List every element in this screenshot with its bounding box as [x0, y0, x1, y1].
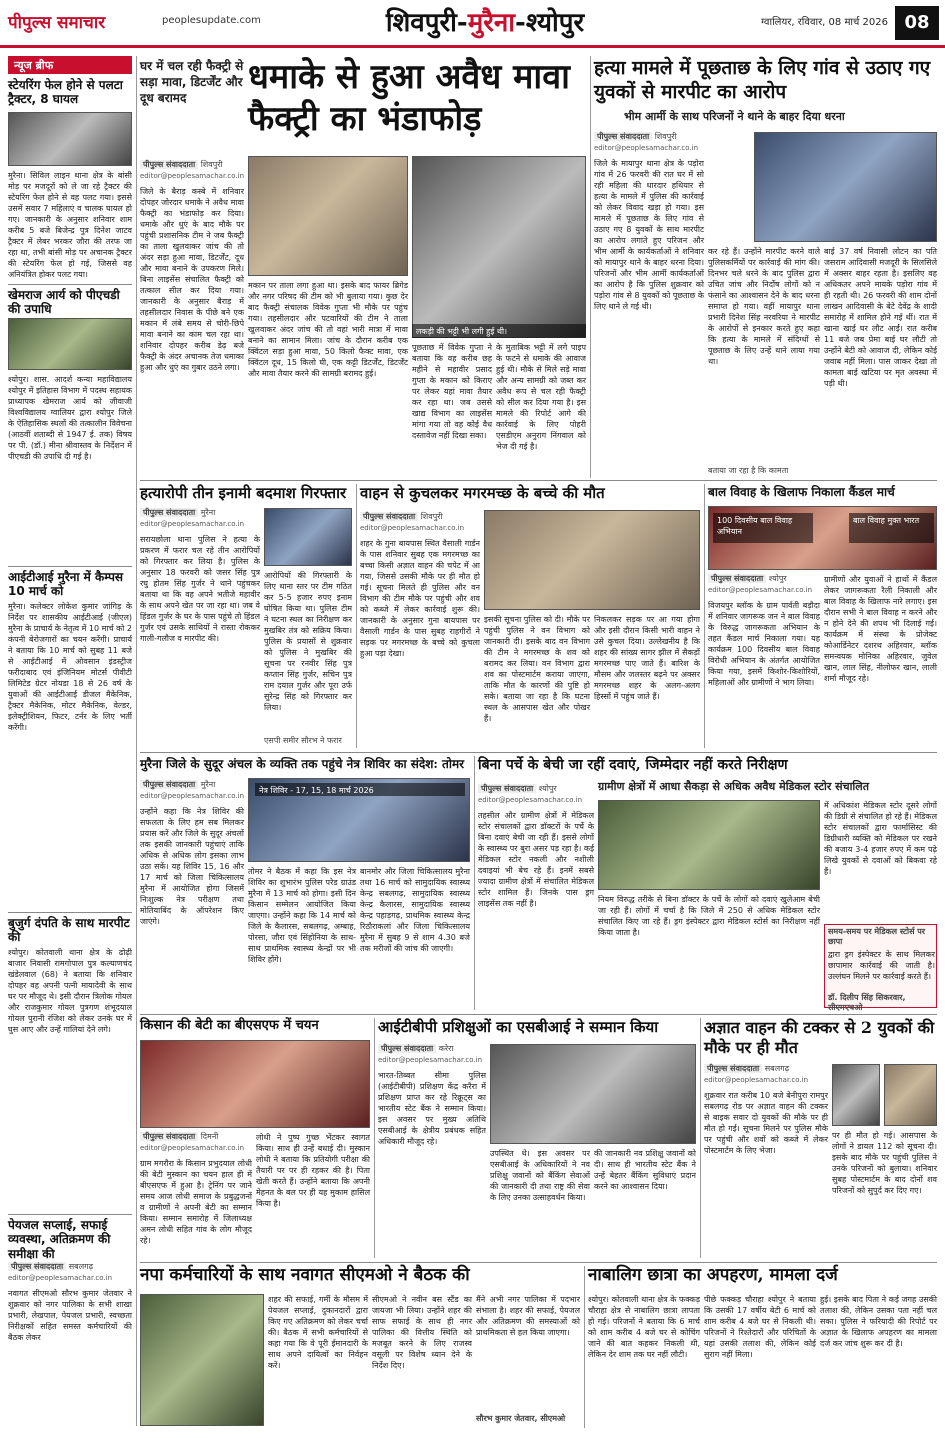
byline-place: करेरा [438, 1044, 454, 1053]
brief-photo-1 [8, 112, 132, 166]
byline-place: सबलगढ़ [68, 1262, 94, 1271]
lead-body-1: जिले के बैराड़ कस्बे में शनिवार दोपहर जोरदार धमाके ने अवैध मावा फैक्ट्री का भंडाफोड़ कर दिया। धमाके और धुएं के बाद मौके पर पहुंची प्रशासनिक टीम ने जब फैक्ट्री का ताला खुलवाकर जांच की तो अंदर सड़ा हुआ मावा, डिटर्जेंट, दूध और मावा बनाने के उपकरण मिले। बिना लाइसेंस संचालित फैक्ट्री को तत्काल सील कर दिया गया। जानकारी के अनुसार बैराड़ में तहसीलदार निवास के पीछे बने एक मकान में लंबे समय से चोरी-छिपे मावा बनाने का काम चल रहा था। शनिवार दोपहर करीब डेढ़ बजे फैक्ट्री के अंदर अचानक तेज धमाका हुआ और धुएं का गुबार उठने लगा। [140, 187, 244, 372]
itbp-headline: आईटीबीपी प्रशिक्षुओं का एसबीआई ने सम्मान किया [378, 1018, 659, 1036]
murder-arrest-body-1: सरायछोला थाना पुलिस ने हत्या के प्रकरण में फरार चल रहे तीन आरोपियों को गिरफ्तार कर लिया है। पुलिस के अनुसार 18 फरवरी को जसर सिंह पुत्र रघु होतम सिंह गुर्जर ने थाने पहुंचकर बताया था कि वह अपने भतीजे महावीर के साथ अपने खेत पर जा रहा था। जब वे हिंडल गुर्जर के घर के पास पहुंचे तो हिंडल गुर्जर एवं उसके साथियों ने रास्ता रोककर गाली-गलौज व मारपीट की। [140, 535, 260, 643]
brief-photo-2 [8, 318, 132, 370]
eye-camp-photo [248, 778, 470, 862]
crocodile-story [360, 484, 700, 748]
accident-body-2: पर ही मौत हो गई। आसपास के लोगों ने डायल 112 को सूचना दी। इसके बाद मौके पर पहुंची पुलिस ने उनके परिजनों को बुलाया। शनिवार सुबह पोस्टमार्टम के बाद दोनों शव परिजनों को सुपुर्द कर दिए गए। [832, 1131, 937, 1195]
byline-place: शिवपुरी [654, 132, 677, 141]
column-divider [704, 484, 705, 748]
crocodile-photo [484, 510, 700, 610]
lead-body-3: पूछताछ में विवेक गुप्ता ने बताया कि वह करीब छह महीने से महावीर प्रसाद गुप्ता के मकान को किराए पर लेकर यहां मावा तैयार कर रहा था। जब उससे खाद्य विभाग का लाइसेंस मांगा गया तो वह कोई वैध दस्तावेज नहीं दिखा सका। [412, 343, 492, 440]
crocodile-body-2: इसकी सूचना पुलिस को दी। मौके पर पहुंची पुलिस ने वन विभाग को जानकारी दी। इसके बाद वन विभाग की टीम ने मगरमच्छ के शव को बरामद कर लिया। वन विभाग द्वारा शव का पोस्टमार्टम कराया जाएगा, ताकि मौत के कारणों की पुष्टि हो सके। बताया जा रहा है कि घटना स्थल के आसपास खेत और पोखर हैं। [484, 615, 590, 723]
byline-tag: पीपुल्स संवाददाता [478, 784, 536, 793]
murder-arrest-email[interactable]: editor@peoplesamachar.co.in [140, 520, 245, 528]
dateline: ग्वालियर, रविवार, 08 मार्च 2026 [761, 17, 888, 28]
brief-body-2: श्योपुर। शास. आदर्श कन्या महाविद्यालय श्योपुर में इतिहास विभाग में पदस्थ सहायक प्राध्यापक खेमराज आर्य को जीवाजी विश्वविद्यालय ग्वालियर द्वारा श्योपुर जिले के ऐतिहासिक स्थलों की तत्कालीन विवेचना (आठवीं शताब्दी से 1947 ई. तक) विषय पर पी. (डॉ.) मीना श्रीवास्तव के निर्देशन में पीएचडी की उपाधि दी गई है। [8, 375, 132, 461]
section-divider [140, 752, 937, 753]
eye-camp-body-3: बानमोर और जिला चिकित्सालय मुरैना तथा 16 मार्च को सामुदायिक स्वास्थ्य केन्द्र सबलगढ़, सामुदायिक स्वास्थ्य केन्द्र कैलारस, सामुदायिक स्वास्थ्य केन्द्र पहाड़गढ़, प्राथमिक स्वास्थ्य केन्द्र रिठौराकलां और जिला चिकित्सालय मुरैना में सुबह 9 से शाम 4.30 बजे तक मरीजों की जांच की जाएगी। [360, 867, 470, 953]
brief-body-1: मुरैना। सिविल लाइन थाना क्षेत्र के बांसी मोड़ पर मजदूरों को ले जा रहे ट्रैक्टर की स्टेयरिंग फेल होने से वह पलट गया। इससे उसमें सवार 7 महिलाएं व चालक घायल हो गए। जानकारी के अनुसार शनिवार शाम करीब 5 बजे बिजेन्द्र पुत्र दिनेश जाटव ट्रैक्टर में लेबर भरकर जौरा की तरफ जा रहा था, तभी बांसी मोड़ पर अचानक ट्रैक्टर की स्टेयरिंग फेल हो गई, जिससे वह अनियंत्रित होकर पलट गया। [8, 171, 132, 279]
accident-headline: अज्ञात वाहन की टक्कर से 2 युवकों की मौके पर ही मौत [704, 1018, 935, 1057]
brief-headline-2: खेमराज आर्य को पीएचडी की उपाधि [8, 284, 132, 316]
medicines-callout [824, 924, 937, 1012]
lead-story [140, 56, 586, 478]
lead-photo-caption: लकड़ी की भट्टी भी लगी हुई थी। [412, 324, 586, 338]
callout-title: समय-समय पर मेडिकल स्टोर्स पर छापा [828, 927, 926, 946]
murder-arrest-photo [264, 508, 352, 566]
medicines-photo [598, 800, 820, 890]
medicines-body-1: तहसील और ग्रामीण क्षेत्रों में मेडिकल स्टोर संचालकों द्वारा डॉक्टरों के पर्चे के बिना दवाएं बेची जा रही हैं। इससे लोगों के स्वास्थ्य पर बुरा असर पड़ रहा है। कई मेडिकल स्टोर नकली और नशीली दवाइयां भी बेच रहे हैं। इनमें सबसे ज्यादा ग्रामीण क्षेत्रों में संचालित मेडिकल स्टोर शामिल हैं। जिनके पास ड्रग लाइसेंस तक नहीं है। [478, 811, 594, 908]
top-right-email[interactable]: editor@peoplesamachar.co.in [594, 144, 699, 152]
edition-left: शिवपुरी- [385, 8, 468, 38]
lead-byline [140, 160, 244, 171]
accident-email[interactable]: editor@peoplesamachar.co.in [704, 1076, 809, 1084]
brief-headline-3: आईटीआई मुरैना में कैम्पस 10 मार्च को [8, 566, 132, 598]
bsf-photo [140, 1040, 370, 1128]
murder-arrest-story [140, 484, 352, 748]
accident-story [704, 1018, 937, 1258]
murder-arrest-signoff: एसपी समीर सौरभ ने फरार [264, 736, 342, 745]
byline-tag: पीपुल्स संवाददाता [140, 508, 198, 517]
accident-body-1: शुक्रवार रात करीब 10 बजे बेनीपुरा रामपुर सबलगढ़ रोड पर अज्ञात वाहन की टक्कर से बाइक सवार दो युवकों की मौके पर ही मौत हो गई। सूचना मिलने पर पुलिस मौके पर पहुंची और शवों को कब्जे में लेकर पोस्टमार्टम के लिए भेजा। [704, 1091, 828, 1155]
medicines-headline: बिना पर्चे के बेची जा रहीं दवाएं, जिम्मेदार नहीं करते निरीक्षण [478, 757, 788, 773]
medicines-subhead: ग्रामीण क्षेत्रों में आधा सैकड़ा से अधिक अवैध मेडिकल स्टोर संचालित [598, 780, 870, 793]
cmo-meeting-photo [140, 1294, 264, 1426]
murder-arrest-byline [140, 508, 260, 519]
lead-body-4: के मुताबिक भट्टी में लगे पाइप के फटने से धमाके की आवाज हुई थी। मौके से मिले सड़े मावा और अन्य सामग्री को जब्त कर अवैध रूप से चल रही फैक्ट्री को सील कर दिया गया है। इस मामले की रिपोर्ट आगे की कार्रवाई के लिए पोहरी एसडीएम अनुराग निंगवाल को भेज दी गई है। [496, 343, 586, 451]
edition-mid: मुरैना [467, 8, 516, 38]
column-divider [590, 56, 591, 478]
cmo-meeting-body-3: मैंने अभी नगर पालिका में पदभार संभाला है। शहर की सफाई, पेयजल और अतिक्रमण की समस्याओं को प्राथमिकता से हल किया जाएगा। [476, 1295, 580, 1337]
eye-camp-byline [140, 780, 244, 791]
byline-tag: पीपुल्स संवाददाता [708, 574, 766, 583]
itbp-body-2: उपस्थित थे। इस अवसर पर एसबीआई के अधिकारियों ने नव प्रशिक्षु जवानों को बैंकिंग सेवाओं की जानकारी दी तथा राष्ट्र की सेवा के लिए उनका उत्साहवर्धन किया। [490, 1149, 590, 1202]
column-divider [136, 56, 137, 1426]
top-right-caption: बताया जा रहा है कि कामता [708, 466, 789, 475]
eye-camp-story [140, 756, 470, 1010]
section-divider [140, 1262, 937, 1263]
top-right-photo [754, 132, 937, 242]
medicines-body-2: नियम विरुद्ध तरीके से बिना डॉक्टर के पर्चे के लोगों को दवाएं खुलेआम बेची जा रही हैं। लोगों में चर्चा है कि जिले में 250 से अधिक मेडिकल स्टोर संचालित किए जा रहे हैं। ड्रग इंस्पेक्टर द्वारा मेडिकल स्टोर्स का निरीक्षण नहीं किया जाता है। [598, 895, 820, 937]
newspaper-logo: पीपुल्स समाचार [8, 13, 106, 33]
brief-body-3: मुरैना। कलेक्टर लोकेश कुमार जांगिड़ के निर्देश पर शासकीय आईटीआई (जीएल) मुरैना के प्राचार्य के नेतृत्व में 10 मार्च को 2 कंपनी बेरोजगारों का चयन करेंगी। प्राचार्य ने बताया कि 10 मार्च को सुबह 11 बजे से आईटीआई में ओवसान इंडस्ट्रीज फरीदाबाद एवं इंजिनियम मोटर्स पीवीटी लिमिटेड ग्रेटर नोयडा 18 से 26 वर्ष के युवाओं की आईटीआई डीजल मैकेनिक, ट्रैक्टर मैकेनिक, मोटर मैकेनिक, वेल्डर, इलेक्ट्रीशियन, फिटर, टर्नर के लिए भर्ती करेंगी। [8, 602, 132, 732]
byline-tag: पीपुल्स संवाददाता [594, 132, 652, 141]
crocodile-body-3: निकलकर सड़क पर आ गया होगा और इसी दौरान किसी भारी वाहन ने उसे कुचल दिया। उल्लेखनीय है कि शहर की सांख्य सागर झील में सैकड़ों मगरमच्छ पाए जाते हैं। बारिश के मौसम और जलस्तर बढ़ने पर अक्सर मगरमच्छ शहर के अलग-अलग हिस्सों में पहुंच जाते हैं। [594, 615, 700, 701]
byline-place: मुरैना [200, 508, 216, 517]
eye-camp-body-2: तोमर ने बैठक में कहा कि इस नेत्र शिविर का शुभारंभ पुलिस परेड ग्राउंड मुरैना में 13 मार्च को होगा। इसी दिन किसान सम्मेलन आयोजित किया जाएगा। उन्होंने कहा कि 14 मार्च को जिले के कैलारस, सबलगढ़, अम्बाह, पोरसा, जौरा एवं सिंहोनिया के साथ-साथ प्राथमिक स्वास्थ्य केन्द्रों पर भी शिविर होंगे। [248, 867, 356, 964]
byline-place: मुरैना [200, 780, 216, 789]
crocodile-email[interactable]: editor@peoplesamachar.co.in [360, 524, 465, 532]
top-right-deck: भीम आर्मी के साथ परिजनों ने थाने के बाहर दिया धरना [624, 110, 845, 123]
brief-body-5: नवागत सीएमओ सौरभ कुमार जेतवार ने शुक्रवार को नगर पालिका के सभी शाखा प्रभारी, लेखपाल, पेयजल प्रभारी, स्वच्छता निरीक्षकों सहित समस्त कर्मचारियों की बैठक लेकर [8, 1289, 132, 1342]
byline-place: श्योपुर [768, 574, 787, 583]
lead-body-2: मकान पर ताला लगा हुआ था। इसके बाद फायर ब्रिगेड और नगर परिषद की टीम को भी बुलाया गया। कुछ देर बाद फैक्ट्री संचालक विवेक गुप्ता भी मौके पर पहुंच गया। तहसीलदार और पटवारियों की टीम ने ताला खुलवाकर अंदर जांच की तो वहां भारी मात्रा में मावा बनाने का सामान मिला। जांच के दौरान करीब एक क्विंटल सड़ा हुआ मावा, 50 किलो फैक्ट मावा, एक क्विंटल दूध, 15 किलो घी, एक कट्टी डिटर्जेंट, डिटर्जेंट और मावा तैयार करने की सामग्री बरामद हुई। [248, 281, 408, 378]
brief-body-4: श्योपुर। कोतवाली थाना क्षेत्र के ढोढ़ी बाजार निवासी रामगोपाल पुत्र कल्याणचंद खंडेलवाल (68) ने बताया कि शनिवार दोपहर वह अपनी पत्नी मायादेवी के साथ घर पर मौजूद थे। इसी दौरान त्रिलोक गोयल और राजकुमार गोयल पुत्रगण शंभूदयाल गोयल पुरानी रंजिश को लेकर उनके घर में घुस आए और उन्हें गालियां देने लगे। [8, 948, 132, 1034]
section-divider [140, 480, 937, 481]
brief-byline-5 [8, 1262, 132, 1273]
top-right-byline [594, 132, 744, 143]
cmo-meeting-body-1: शहर की सफाई, गर्मी के मौसम में पेयजल सप्लाई, दुकानदारों द्वारा किए गए अतिक्रमण को लेकर चर्चा की। बैठक में सभी कर्मचारियों से कहा गया कि वे पूरी ईमानदारी के साथ अपने दायित्वों का निर्वहन करें। [268, 1295, 368, 1370]
cmo-meeting-story [140, 1266, 580, 1428]
byline-place: श्योपुर [538, 784, 557, 793]
child-marriage-body-2: ग्रामीणों और युवाओं ने हाथों में कैंडल लेकर जागरूकता रैली निकाली और बाल विवाह के खिलाफ नारे लगाए। इस दौरान सभी ने बाल विवाह न करने और न होने देने की शपथ भी दिलाई गई। कार्यक्रम में संस्था के प्रोजेक्ट कोआर्डिनेटर दशरथ अहिरवार, ब्लॉक समन्वयक मोनिका अहिरवार, जुवेल खान, लाल सिंह, नीलोफर खान, लाली शर्मा मौजूद रहे। [824, 575, 937, 683]
masthead [0, 0, 945, 48]
bsf-story [140, 1018, 370, 1258]
lead-email[interactable]: editor@peoplesamachar.co.in [140, 172, 245, 180]
brief-headline-4: बुजुर्ग दंपति के साथ मारपीट की [8, 912, 132, 944]
byline-tag: पीपुल्स संवाददाता [140, 1132, 198, 1141]
itbp-story [378, 1018, 696, 1258]
eye-camp-photo-banner: नेत्र शिविर - 17, 15, 18 मार्च 2026 [255, 783, 465, 796]
website-url[interactable]: peoplesupdate.com [162, 15, 261, 26]
column-divider [700, 1018, 701, 1258]
top-right-body-3: बाई 37 वर्ष निवासी लोटन का पति जसराम आदिवासी मजदूरी के सिलसिले में अक्सर बाहर रहता है। इसलिए वह अधिकतर अपने मायके पड़ोरा गांव में ही रहती थी। 26 फरवरी की शाम दोनों लाखन आदिवासी के बेटे देवेंद्र के शादी समारोह में शामिल होने गई थीं। रात में खाना खाई घर लौट आईं। रात करीब 11 बजे जब प्रेमा बाई घर लौटी तो उन्होंने बेटी को आवाज दी, लेकिन कोई जवाब नहीं मिला। पास जाकर देखा तो कामता बाई खटिया पर मृत अवस्था में पड़ी थी। [824, 247, 937, 388]
accident-victim-photo-2 [884, 1064, 937, 1126]
child-marriage-story [708, 484, 937, 748]
bsf-body-1: ग्राम मगरौरा के किसान प्रभुदयाल लोधी की बेटी मुस्कान का चयन हाल ही में बीएसएफ में हुआ है। ट्रेनिंग पर जाने समय आज लोधी समाज के प्रबुद्धजनों व ग्रामीणों ने अपनी बेटी का सम्मान किया। सम्मान समारोह में जिलाध्यक्ष अमन लोधी सहित गांव के लोग मौजूद रहे। [140, 1159, 252, 1245]
news-brief-column [8, 56, 132, 1426]
photo-banner-left: 100 दिवसीय बाल विवाह अभियान [713, 513, 813, 543]
byline-tag: पीपुल्स संवाददाता [360, 512, 418, 521]
child-marriage-email[interactable]: editor@peoplesamachar.co.in [708, 586, 813, 594]
kidnap-body-3: हुई। इसके बाद पिता ने कई जगह उसकी तलाश की, लेकिन उसका पता नहीं चल सका। पुलिस ने फरियादी की रिपोर्ट पर अज्ञात के खिलाफ अपहरण का मामला दर्ज कर जांच शुरू कर दी है। [820, 1295, 937, 1348]
kidnap-story [588, 1266, 937, 1428]
section-divider [140, 1014, 937, 1015]
medicines-byline [478, 784, 594, 795]
medicines-email[interactable]: editor@peoplesamachar.co.in [478, 796, 583, 804]
byline-place: सबलगढ़ [764, 1064, 790, 1073]
child-marriage-body-1: विजयपुर ब्लॉक के ग्राम पार्वती बड़ौदा में शनिवार जागरूक जन ने बाल विवाह के विरुद्ध जागरूकता अभियान के तहत कैंडल मार्च निकाला गया। यह कार्यक्रम 100 दिवसीय बाल विवाह विरोधी अभियान के अंतर्गत आयोजित किया गया, इसमें किशोर-किशोरियों, महिलाओं और ग्रामीणों ने भाग लिया। [708, 601, 820, 687]
edition-title [330, 3, 640, 43]
cmo-meeting-headline: नपा कर्मचारियों के साथ नवागत सीएमओ ने बैठक की [140, 1265, 470, 1285]
brief-headline-1: स्टेयरिंग फेल होने से पलटा ट्रैक्टर, 8 घायल [8, 78, 123, 107]
murder-arrest-body-2: आरोपियों की गिरफ्तारी के लिए थाना स्तर पर टीम गठित कर 5-5 हजार रुपए इनाम घोषित किया था। पुलिस टीम ने घटना स्थल का निरीक्षण कर मुखबिर तंत्र को सक्रिय किया। पुलिस के प्रयासों से शुक्रवार को पुलिस ने मुखबिर की सूचना पर रनवीर सिंह पुत्र कप्तान सिंह गुर्जर, सचिन पुत्र राम दयाल गुर्जर और पूरा उर्फ सुरेन्द्र सिंह को गिरफ्तार कर लिया। [264, 571, 352, 712]
lead-photo-2 [412, 156, 586, 338]
byline-place: शिवपुरी [420, 512, 443, 521]
kidnap-body-1: श्योपुर। कोतवाली थाना क्षेत्र के फक्कड़ चौराहा क्षेत्र से नाबालिग छात्रा लापता हो गई। परिजनों ने बताया कि 6 मार्च को शाम करीब 4 बजे घर से कोचिंग जाने की बात कहकर निकली थी, लेकिन देर शाम तक घर नहीं लौटी। [588, 1295, 700, 1359]
itbp-byline [378, 1044, 486, 1055]
bsf-byline [140, 1132, 252, 1143]
edition-right: -श्योपुर [515, 8, 585, 38]
byline-tag: पीपुल्स संवाददाता [704, 1064, 762, 1073]
kidnap-body-2: पीछे फक्कड़ चौराहा श्योपुर ने बताया कि उसकी 17 वर्षीय बेटी 6 मार्च को शाम करीब 4 बजे घर से निकली थी। परिजनों ने रिश्तेदारों और परिचितों के यहां उसकी तलाश की, लेकिन कोई सुराग नहीं मिला। [704, 1295, 816, 1359]
child-marriage-photo [708, 506, 937, 570]
medicines-story [478, 756, 937, 1010]
child-marriage-byline [708, 574, 820, 585]
itbp-email[interactable]: editor@peoplesamachar.co.in [378, 1056, 483, 1064]
top-right-headline: हत्या मामले में पूछताछ के लिए गांव से उठाए गए युवकों से मारपीट का आरोप [594, 57, 931, 103]
medicines-body-3: में अधिकांश मेडिकल स्टोर दूसरे लोगों की डिग्री से संचालित हो रहे हैं। मेडिकल स्टोर संचालकों द्वारा फार्मासिस्ट की डिग्रीधारी व्यक्ति को मेडिकल पर रखने की बजाय 3-4 हजार रुपए में कम पढ़े लिखे युवकों से दवाओं को बिकवा रहे हैं। [824, 801, 937, 876]
page-number: 08 [895, 6, 939, 40]
accident-byline [704, 1064, 828, 1075]
lead-headline: धमाके से हुआ अवैध मावा फैक्ट्री का भंडाफोड़ [248, 57, 570, 139]
byline-place: शिवपुरी [200, 160, 223, 169]
brief-email-5[interactable]: editor@peoplesamachar.co.in [8, 1274, 113, 1282]
eye-camp-headline: मुरैना जिले के सुदूर अंचल के व्यक्ति तक पहुंचे नेत्र शिविर का संदेश: तोमर [140, 757, 465, 771]
column-divider [474, 756, 475, 1010]
callout-sign: डॉ. दिलीप सिंह सिकरवार, सीएमएचओ [828, 993, 906, 1012]
column-divider [374, 1018, 375, 1258]
bsf-body-2: लोधी ने पुष्प गुच्छ भेंटकर स्वागत किया। साथ ही उन्हें बधाई दी। मुस्कान लोधी ने बताया कि प्रतियोगी परीक्षा की तैयारी पर पर ही रहकर की है। पिता खेती करते हैं। उन्होंने बताया कि अपनी मेहनत के बल पर ही यह मुकाम हासिल किया है। [256, 1133, 370, 1208]
cmo-meeting-body-2: सीएमओ ने नवीन बस स्टैंड का जायजा भी लिया। उन्होंने शहर की साफ सफाई के साथ ही नगर पालिका की वित्तीय स्थिति को मजबूत करने के लिए राजस्व वसूली पर विशेष ध्यान देने के निर्देश दिए। [372, 1295, 472, 1370]
footer-strip [0, 1430, 945, 1445]
column-divider [356, 484, 357, 748]
child-marriage-headline: बाल विवाह के खिलाफ निकाला कैंडल मार्च [708, 485, 895, 499]
itbp-photo [490, 1044, 696, 1144]
news-brief-kicker: न्यूज ब्रीफ [8, 56, 132, 74]
top-right-story [594, 56, 937, 478]
column-divider [584, 1266, 585, 1428]
byline-tag: पीपुल्स संवाददाता [140, 780, 198, 789]
lead-photo-1 [248, 156, 408, 276]
lead-deck: घर में चल रही फैक्ट्री से सड़ा मावा, डिटर्जेंट और दूध बरामद [140, 59, 244, 105]
crocodile-headline: वाहन से कुचलकर मगरमच्छ के बच्चे की मौत [360, 484, 605, 502]
callout-body: द्वारा ड्रग इंस्पेक्टर के साथ मिलकर छापामार कार्रवाई की जाती है। उल्लंघन मिलने पर कार्रवाई करते हैं। [828, 950, 935, 981]
accident-victim-photo-1 [832, 1064, 880, 1126]
byline-place: दिमनी [200, 1132, 219, 1141]
bsf-email[interactable]: editor@peoplesamachar.co.in [140, 1144, 245, 1152]
itbp-body-3: की जानकारी नव प्रशिक्षु जवानों को दी। साथ ही भारतीय स्टेट बैंक ने उन्हें बेहतर बैंकिंग सुविधाएं प्रदान करने का आश्वासन दिया। [594, 1149, 696, 1191]
murder-arrest-headline: हत्यारोपी तीन इनामी बदमाश गिरफ्तार [140, 484, 347, 502]
eye-camp-body-1: उन्होंने कहा कि नेत्र शिविर की सफलता के लिए हम सब मिलकर प्रयास करें और जिले के सुदूर अंचलों तक इसकी जानकारी पहुंचाएं ताकि अधिक से अधिक लोग इसका लाभ उठा सकें। यह शिविर 15, 16 और 17 मार्च को जिला चिकित्सालय मुरैना में आयोजित होगा जिसमें निःशुल्क नेत्र परीक्षण तथा मोतियाबिंद के ऑपरेशन किए जाएंगे। [140, 807, 244, 926]
cmo-meeting-sign: सौरभ कुमार जेतवार, सीएमओ [476, 1414, 566, 1423]
bsf-headline: किसान की बेटी का बीएसएफ में चयन [140, 1018, 319, 1033]
byline-tag: पीपुल्स संवाददाता [140, 160, 198, 169]
top-right-body-1: जिले के मायापुर थाना क्षेत्र के पड़ोरा गांव में 26 फरवरी की रात घर में सो रही महिला की धारदार हथियार से हत्या के मामले में पुलिस की कार्रवाई को लेकर विवाद खड़ा हो गया। इस मामले में पूछताछ के लिए गांव से उठाए गए 8 युवकों के साथ मारपीट का आरोप लगाते हुए परिजन और भीम आर्मी के कार्यकर्ताओं ने शनिवार को मायापुर थाने के बाहर धरना दिया। परिजनों और भीम आर्मी कार्यकर्ताओं का आरोप है कि पुलिस शुक्रवार को पड़ोरा गांव से 8 युवकों को पूछताछ के लिए थाने ले गई थी। [594, 159, 704, 311]
brief-headline-5: पेयजल सप्लाई, सफाई व्यवस्था, अतिक्रमण की समीक्षा की [8, 1214, 132, 1260]
top-right-body-2: कर रहे हैं। उन्होंने मारपीट करने वाले पुलिसकर्मियों पर कार्रवाई की मांग की। दिनभर चले धरने के बाद पुलिस द्वारा उचित जांच और निर्दोष लोगों को न फंसाने का आश्वासन देने के बाद धरना समाप्त हो गया। वहीं मायापुर थाना प्रभारी दिनेश सिंह नरवरिया ने मारपीट के आरोपों से इनकार करते हुए कहा कि हत्या के मामले में संदिग्धों से पूछताछ के लिए उन्हें थाने लाया गया था। [708, 247, 820, 366]
crocodile-byline [360, 512, 480, 523]
crocodile-body-1: शहर के गुना बायपास स्थित वैसाली गार्डन के पास शनिवार सुबह एक मगरमच्छ का बच्चा किसी अज्ञात वाहन की चपेट में आ गया, जिससे उसकी मौके पर ही मौत हो गई। सूचना मिलते ही पुलिस और वन विभाग की टीम मौके पर पहुंची और शव को कब्जे में लेकर कार्रवाई शुरू की। जानकारी के अनुसार गुना बायपास पर वैसाली गार्डन के पास सुबह राहगीरों ने सड़क पर मगरमच्छ के बच्चे को कुचला हुआ पड़ा देखा। [360, 539, 480, 658]
itbp-body-1: भारत-तिब्बत सीमा पुलिस (आईटीबीपी) प्रशिक्षण केंद्र करैरा में प्रशिक्षण प्राप्त कर रहे रिक्रूट्स का भारतीय स्टेट बैंक ने सम्मान किया। इस अवसर पर मुख्य अतिथि एसबीआई के क्षेत्रीय प्रबंधक सहित अधिकारी मौजूद रहे। [378, 1071, 486, 1146]
photo-banner-right: बाल विवाह मुक्त भारत [849, 513, 934, 543]
byline-tag: पीपुल्स संवाददाता [8, 1262, 66, 1271]
kidnap-headline: नाबालिग छात्रा का अपहरण, मामला दर्ज [588, 1265, 838, 1285]
eye-camp-email[interactable]: editor@peoplesamachar.co.in [140, 792, 245, 800]
byline-tag: पीपुल्स संवाददाता [378, 1044, 436, 1053]
